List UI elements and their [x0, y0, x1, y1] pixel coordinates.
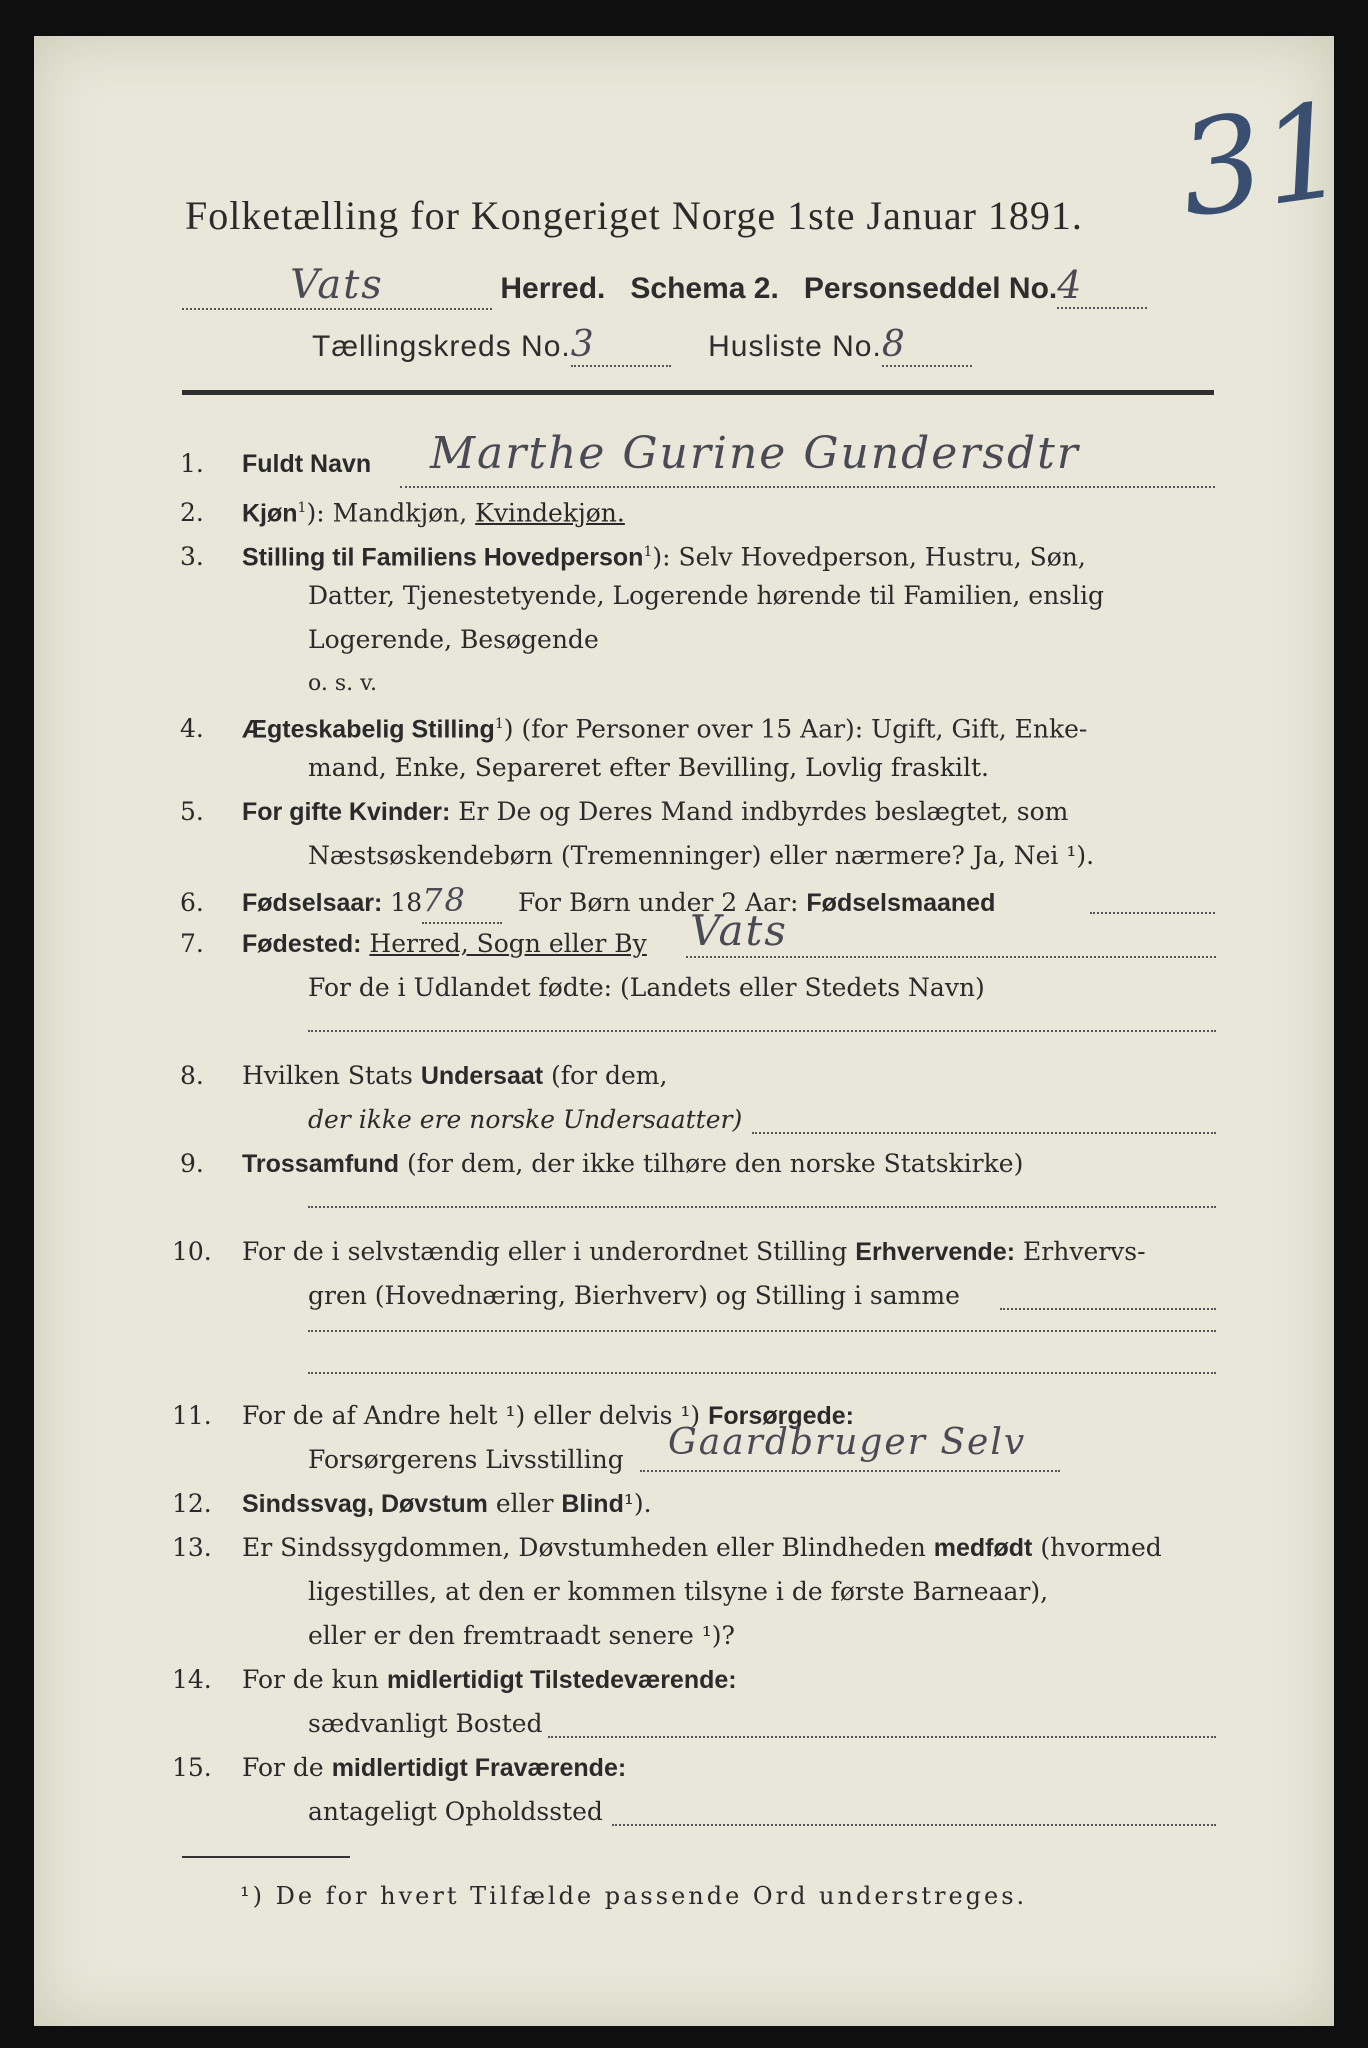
question-text: (for dem, [551, 1061, 668, 1090]
answer-birth-year: 78 [422, 878, 502, 924]
kreds-value: 3 [571, 324, 671, 367]
question-6 [180, 878, 995, 925]
question-label: For gifte Kvinder: [242, 798, 451, 826]
answer-line [308, 1206, 1216, 1208]
question-label: Ægteskabelig Stilling [242, 715, 495, 744]
question-text: For de kun [242, 1665, 380, 1694]
question-number: 6. [180, 888, 204, 917]
question-text: 18 [390, 888, 423, 917]
answer-line [612, 1824, 1216, 1826]
question-number: 8. [180, 1061, 204, 1090]
question-number: 13. [172, 1533, 212, 1562]
question-label: Stilling til Familiens Hovedperson [242, 543, 644, 572]
answer-provider-occupation: Gaardbruger Selv [668, 1422, 1027, 1463]
personseddel-value: 4 [1057, 263, 1147, 309]
question-label: Fødested: [242, 930, 362, 958]
question-label: midlertidigt Fraværende: [331, 1754, 627, 1782]
answer-line [548, 1736, 1216, 1738]
question-label: Undersaat [420, 1062, 544, 1090]
footnote: ¹) De for hvert Tilfælde passende Ord understreges. [240, 1882, 1028, 1910]
answer-line [1090, 912, 1215, 914]
question-label: Erhvervende: [855, 1238, 1016, 1266]
question-5 [180, 790, 1068, 834]
herred-value: Vats [182, 262, 492, 310]
question-text: (for dem, der ikke tilhøre den norske Statskirke) [406, 1149, 1024, 1178]
kreds-line [312, 324, 972, 367]
kreds-label: Tællingskreds No. [312, 330, 571, 363]
answer-line [686, 956, 1216, 958]
question-2 [180, 486, 625, 535]
question-text: Er Sindssygdommen, Døvstumheden eller Blindheden [242, 1533, 926, 1562]
question-1 [180, 442, 371, 486]
question-number: 15. [172, 1753, 212, 1782]
question-label: Forsørgede: [708, 1402, 854, 1430]
question-3-cont-2: Logerende, Besøgende [308, 625, 599, 654]
question-text: ) (for Personer over 15 Aar): Ugift, Gift, Enke- [503, 714, 1088, 744]
selected-option: Kvindekjøn. [475, 498, 625, 528]
question-13-cont-2: eller er den fremtraadt senere ¹)? [308, 1621, 735, 1650]
question-9 [180, 1142, 1023, 1186]
herred-line [182, 262, 1147, 310]
question-5-cont: Næstsøskendebørn (Tremenninger) eller nærmere? Ja, Nei ¹). [308, 841, 1095, 870]
question-number: 7. [180, 929, 204, 958]
question-text: For de af Andre helt ¹) eller delvis ¹) [242, 1401, 701, 1430]
answer-line [308, 1372, 1216, 1374]
question-7-cont: For de i Udlandet fødte: (Landets eller Stedets Navn) [308, 973, 985, 1002]
question-label: Sindssvag, Døvstum [242, 1490, 488, 1518]
question-label: Fødselsmaaned [806, 889, 996, 917]
question-number: 12. [172, 1489, 212, 1518]
question-8 [180, 1054, 667, 1098]
question-text: Hvilken Stats [242, 1061, 413, 1090]
question-label: midlertidigt Tilstedeværende: [386, 1666, 737, 1694]
question-text: Erhvervs- [1023, 1237, 1146, 1266]
question-text: Er De og Deres Mand indbyrdes beslægtet, som [458, 797, 1069, 826]
question-text: For de [242, 1753, 324, 1782]
question-text: (hvormed [1040, 1533, 1162, 1562]
question-3: 3. Stilling til Familiens Hovedperson$^1$): Selv Hovedperson, Hustru, Søn, [180, 530, 1086, 579]
answer-birthplace: Vats [690, 906, 788, 955]
question-text: ): Selv Hovedperson, Hustru, Søn, [652, 542, 1086, 572]
question-text: For de i selvstændig eller i underordnet Stilling [242, 1237, 848, 1266]
question-text: Herred, Sogn eller By [369, 929, 647, 958]
question-13-cont-1: ligestilles, at den er kommen tilsyne i de første Barneaar), [308, 1577, 1049, 1606]
question-number: 10. [172, 1237, 212, 1266]
question-text: ¹). [623, 1489, 652, 1518]
question-4-cont: mand, Enke, Separeret efter Bevilling, Lovlig fraskilt. [308, 753, 989, 782]
question-label: Blind [561, 1490, 624, 1518]
question-label: Fødselsaar: [242, 889, 383, 917]
footnote-mark: 1 [297, 500, 307, 516]
question-15-cont: antageligt Opholdssted [308, 1797, 603, 1826]
personseddel-label: Personseddel No. [803, 272, 1058, 305]
question-number: 5. [180, 797, 204, 826]
question-label: Fuldt Navn [242, 450, 372, 478]
question-number: 2. [180, 498, 204, 528]
question-10 [172, 1230, 1146, 1274]
question-text: eller [495, 1489, 554, 1518]
answer-line [308, 1330, 1216, 1332]
answer-line [640, 1470, 1060, 1472]
answer-line [1000, 1308, 1216, 1310]
question-label: medfødt [933, 1534, 1033, 1562]
question-12 [172, 1482, 652, 1526]
question-label: Trossamfund [242, 1150, 399, 1178]
question-14 [172, 1658, 737, 1702]
schema-label: Schema 2. [630, 272, 779, 305]
question-13 [172, 1526, 1162, 1570]
question-14-cont: sædvanligt Bosted [308, 1709, 543, 1738]
question-number: 14. [172, 1665, 212, 1694]
question-number: 9. [180, 1149, 204, 1178]
question-4: 4. Ægteskabelig Stilling$^1$) (for Personer over 15 Aar): Ugift, Gift, Enke- [180, 702, 1087, 751]
question-7 [180, 922, 647, 966]
answer-line [752, 1132, 1216, 1134]
footnote-divider [182, 1856, 350, 1858]
question-text: ): Mandkjøn, [306, 498, 476, 528]
question-text: For Børn under 2 Aar: [518, 888, 799, 917]
question-15 [172, 1746, 626, 1790]
answer-full-name: Marthe Gurine Gundersdtr [430, 428, 1080, 479]
question-number: 1. [180, 449, 204, 478]
question-number: 4. [180, 714, 204, 744]
form-title: Folketælling for Kongeriget Norge 1ste Januar 1891. [185, 193, 1083, 238]
question-10-cont: gren (Hovednæring, Bierhverv) og Stilling i samme [308, 1281, 960, 1310]
question-3-cont-1: Datter, Tjenestetyende, Logerende hørende til Familien, enslig [308, 581, 1105, 610]
question-3-cont-3: o. s. v. [308, 671, 377, 696]
header-divider [182, 390, 1214, 395]
question-number: 3. [180, 542, 204, 572]
question-11-cont: Forsørgerens Livsstilling [308, 1445, 624, 1474]
page-number-handwritten: 31 [1170, 73, 1356, 247]
question-8-cont: der ikke ere norske Undersaatter) [308, 1105, 743, 1134]
husliste-label: Husliste No. [708, 330, 882, 363]
answer-line [308, 1030, 1216, 1032]
question-label: Kjøn [242, 499, 298, 528]
question-number: 11. [172, 1401, 212, 1430]
herred-label: Herred. [500, 272, 606, 305]
husliste-value: 8 [882, 324, 972, 367]
